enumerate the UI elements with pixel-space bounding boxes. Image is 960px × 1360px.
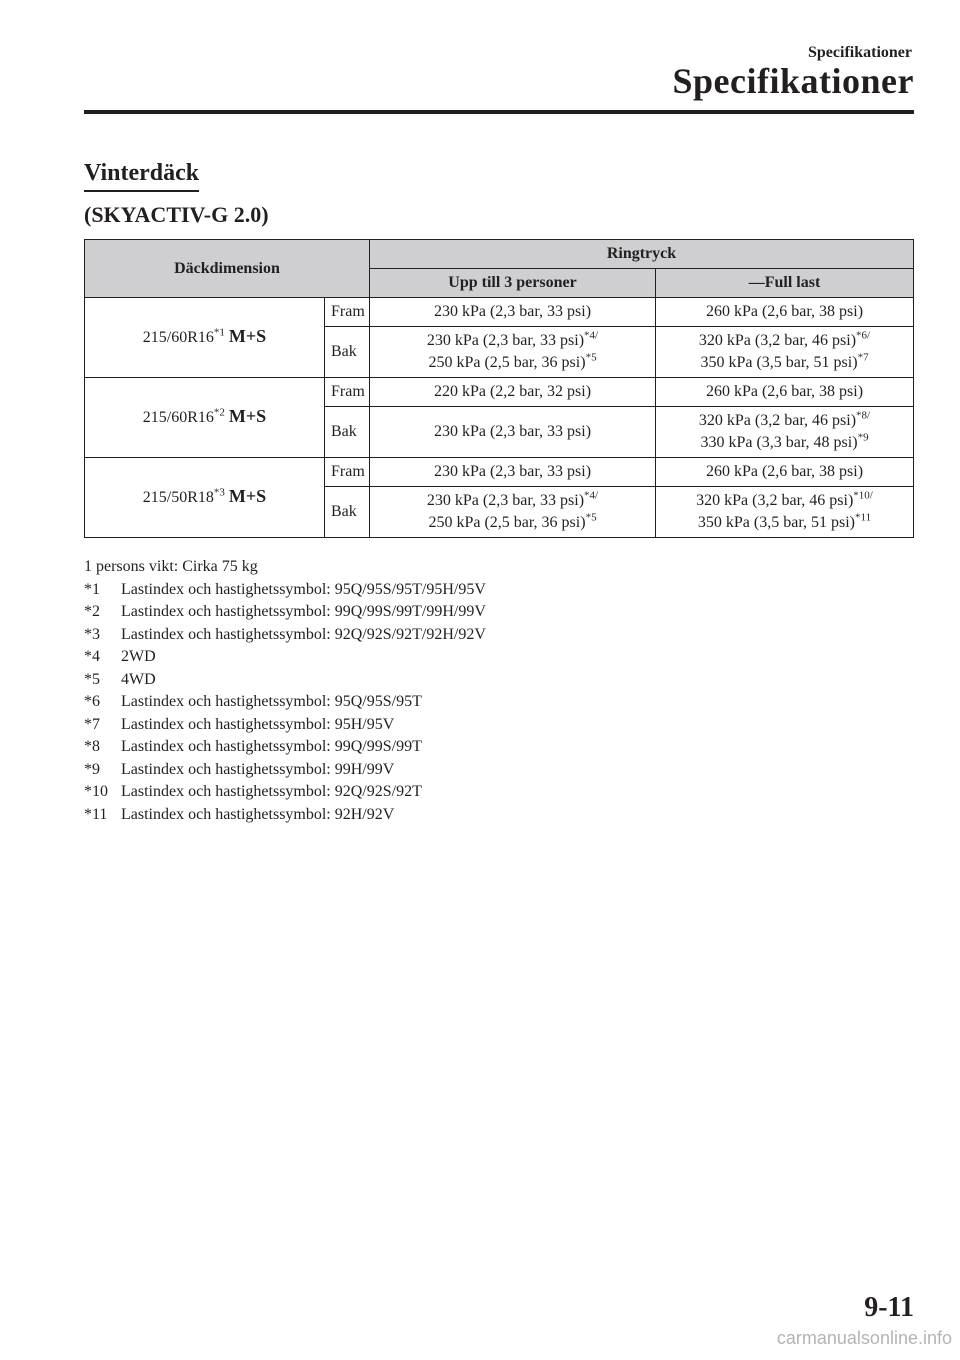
footnote-ref: *4/ xyxy=(584,489,599,502)
pressure-upto3 xyxy=(370,487,656,538)
footnote-ref: *4/ xyxy=(584,329,599,342)
tire-pressure-table xyxy=(84,239,914,538)
tire-size: 215/60R16 xyxy=(142,328,214,346)
mud-snow-mark: M+S xyxy=(228,485,267,506)
position-rear: Bak xyxy=(325,407,370,458)
footnote-text: Lastindex och hastighetssymbol: 99H/99V xyxy=(121,760,395,778)
weight-note: 1 persons vikt: Cirka 75 kg xyxy=(84,558,258,575)
position-front: Fram xyxy=(325,378,370,407)
tire-size-footnote: *3 xyxy=(213,486,225,499)
footnote-item xyxy=(84,714,486,737)
header-dimension: Däckdimension xyxy=(85,240,370,298)
header-upto3: Upp till 3 personer xyxy=(370,269,656,298)
position-rear: Bak xyxy=(325,327,370,378)
footnote-text: Lastindex och hastighetssymbol: 92H/92V xyxy=(121,805,395,823)
table-row xyxy=(85,298,914,327)
footnote-item xyxy=(84,669,486,692)
footnote-text: 2WD xyxy=(121,648,156,665)
footnote-ref: *6/ xyxy=(856,329,871,342)
tire-size-cell xyxy=(85,458,325,538)
tire-size-cell xyxy=(85,298,325,378)
footnote-mark: *4 xyxy=(84,648,100,665)
watermark: carmanualsonline.info xyxy=(776,1328,952,1348)
footnote-item xyxy=(84,691,486,714)
section-title: Vinterdäck xyxy=(84,160,199,192)
pressure-line: 250 kPa (2,5 bar, 36 psi) xyxy=(428,354,586,371)
running-header-small: Specifikationer xyxy=(808,44,912,61)
footnote-text: Lastindex och hastighetssymbol: 99Q/99S/99T/99H/99V xyxy=(121,603,486,620)
table-header-row xyxy=(85,240,914,269)
footnote-item xyxy=(84,624,486,647)
pressure-full: 260 kPa (2,6 bar, 38 psi) xyxy=(656,378,914,407)
footnote-mark: *9 xyxy=(84,760,100,778)
footnote-mark: *6 xyxy=(84,693,100,710)
position-front: Fram xyxy=(325,458,370,487)
header-full-load: ―Full last xyxy=(656,269,914,298)
pressure-line: 320 kPa (3,2 bar, 46 psi) xyxy=(698,332,857,349)
footnote-text: Lastindex och hastighetssymbol: 92Q/92S/92T xyxy=(121,783,422,800)
footnote-mark: *2 xyxy=(84,603,100,620)
tire-size-cell xyxy=(85,378,325,458)
pressure-line: 350 kPa (3,5 bar, 51 psi) xyxy=(697,514,856,531)
pressure-upto3: 230 kPa (2,3 bar, 33 psi) xyxy=(370,407,656,458)
footnote-ref: *5 xyxy=(585,351,597,364)
footnote-mark: *8 xyxy=(84,738,100,755)
position-rear: Bak xyxy=(325,487,370,538)
footnote-item xyxy=(84,804,486,827)
position-front: Fram xyxy=(325,298,370,327)
page-number: 9-11 xyxy=(864,1292,914,1323)
pressure-upto3: 230 kPa (2,3 bar, 33 psi) xyxy=(370,298,656,327)
pressure-full xyxy=(656,327,914,378)
pressure-upto3: 220 kPa (2,2 bar, 32 psi) xyxy=(370,378,656,407)
footnote-item xyxy=(84,579,486,602)
footnote-mark: *11 xyxy=(84,805,108,823)
footnotes xyxy=(84,556,486,826)
pressure-upto3: 230 kPa (2,3 bar, 33 psi) xyxy=(370,458,656,487)
footnote-ref: *5 xyxy=(585,511,597,524)
footnote-item xyxy=(84,646,486,669)
running-header-title: Specifikationer xyxy=(672,61,914,101)
footnote-ref: *10/ xyxy=(853,489,873,502)
footnote-text: Lastindex och hastighetssymbol: 95Q/95S/95T/95H/95V xyxy=(121,580,486,598)
footnote-mark: *10 xyxy=(84,783,108,800)
tire-size: 215/50R18 xyxy=(142,488,214,506)
footnote-mark: *5 xyxy=(84,670,100,688)
subsection-title: (SKYACTIV-G 2.0) xyxy=(84,202,269,227)
footnote-item xyxy=(84,759,486,782)
footnote-ref: *7 xyxy=(857,351,869,364)
pressure-line: 230 kPa (2,3 bar, 33 psi) xyxy=(426,492,585,509)
footnote-item xyxy=(84,736,486,759)
pressure-full xyxy=(656,487,914,538)
footnote-text: Lastindex och hastighetssymbol: 92Q/92S/92T/92H/92V xyxy=(121,625,486,643)
pressure-full xyxy=(656,407,914,458)
pressure-line: 320 kPa (3,2 bar, 46 psi) xyxy=(696,492,854,509)
footnote-text: 4WD xyxy=(121,670,156,688)
table-row xyxy=(85,378,914,407)
footnote-ref: *9 xyxy=(857,431,869,444)
mud-snow-mark: M+S xyxy=(228,325,267,346)
footnote-ref: *11 xyxy=(855,511,872,524)
footnote-text: Lastindex och hastighetssymbol: 95H/95V xyxy=(121,715,395,733)
footnote-text: Lastindex och hastighetssymbol: 99Q/99S/99T xyxy=(121,738,422,755)
footnote-mark: *3 xyxy=(84,625,100,643)
pressure-line: 230 kPa (2,3 bar, 33 psi) xyxy=(426,332,585,349)
header-rule xyxy=(84,110,914,114)
pressure-line: 250 kPa (2,5 bar, 36 psi) xyxy=(428,514,586,531)
footnote-mark: *1 xyxy=(84,580,100,598)
pressure-full: 260 kPa (2,6 bar, 38 psi) xyxy=(656,458,914,487)
pressure-full: 260 kPa (2,6 bar, 38 psi) xyxy=(656,298,914,327)
footnote-item xyxy=(84,781,486,804)
pressure-line: 320 kPa (3,2 bar, 46 psi) xyxy=(698,412,857,429)
footnote-text: Lastindex och hastighetssymbol: 95Q/95S/95T xyxy=(121,693,422,710)
mud-snow-mark: M+S xyxy=(228,405,267,426)
pressure-line: 330 kPa (3,3 bar, 48 psi) xyxy=(700,434,858,451)
tire-size-footnote: *2 xyxy=(213,406,225,419)
pressure-upto3 xyxy=(370,327,656,378)
table-row xyxy=(85,458,914,487)
footnote-ref: *8/ xyxy=(856,409,871,422)
footnote-mark: *7 xyxy=(84,715,100,733)
tire-size: 215/60R16 xyxy=(142,408,214,426)
pressure-line: 350 kPa (3,5 bar, 51 psi) xyxy=(700,354,858,371)
footnote-item xyxy=(84,601,486,624)
header-pressure: Ringtryck xyxy=(370,240,914,269)
tire-size-footnote: *1 xyxy=(213,326,225,339)
